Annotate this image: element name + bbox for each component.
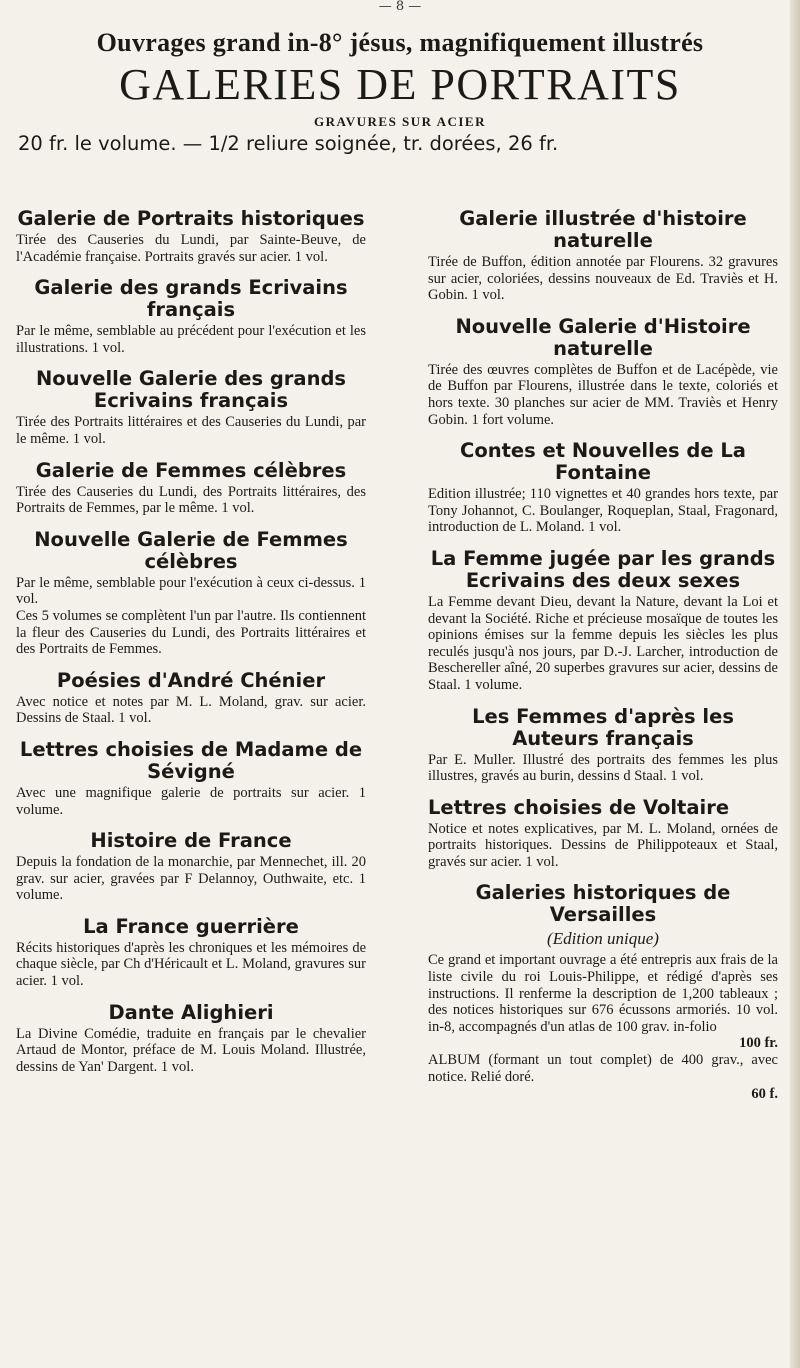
entry-description: Tirée de Buffon, édition annotée par Flourens. 32 gravures sur acier, coloriées, dessins nouveaux de Ed. Traviès et H. Gobin. 1 vol. — [428, 254, 778, 304]
entry-title: Poésies d'André Chénier — [56, 668, 326, 692]
price-album: 60 f. — [751, 1085, 778, 1102]
entry-title: Nouvelle Galerie d'Histoire naturelle — [455, 314, 751, 360]
catalog-entry — [16, 368, 366, 447]
entry-description: Par le même, semblable pour l'exécution à ceux ci-dessus. 1 vol. — [16, 574, 366, 608]
catalog-entry — [428, 882, 778, 1102]
catalog-entry — [428, 440, 778, 536]
catalog-entry — [16, 529, 366, 658]
entry-title: Galerie de Portraits historiques — [17, 207, 365, 230]
entry-description: Avec une magnifique galerie de portraits sur acier. 1 volume. — [16, 784, 366, 818]
catalog-entry — [16, 739, 366, 818]
page-number: — 8 — — [378, 0, 422, 14]
catalog-entry — [16, 830, 366, 904]
entry-title: Dante Alighieri — [108, 1000, 274, 1024]
header-price-line: 20 fr. le volume. — 1/2 reliure soignée, tr. dorées, 26 fr. — [18, 132, 559, 155]
entry-title: Galerie des grands Ecrivains français — [34, 276, 348, 322]
page-edge — [790, 0, 800, 1368]
catalog-entry — [16, 670, 366, 727]
entry-title: Galerie illustrée d'histoire naturelle — [459, 207, 747, 252]
entry-description: Tirée des Causeries du Lundi, des Portraits littéraires, des Portraits de Femmes, par le même. 1 vol. — [16, 483, 366, 517]
entry-description: La Femme devant Dieu, devant la Nature, devant la Loi et devant la Société. Riche et précieuse mosaïque de toutes les opinions émises sur la femme depuis les siècles les plus reculés jusqu'à nos jours, par D.-J. Larcher, introduction de Beschereller aîné, 20 superbes gravures sur acier, dessins de Staal. 1 volume. — [428, 593, 778, 693]
catalog-entry — [16, 1002, 366, 1076]
entry-description: Tirée des Portraits littéraires et des Causeries du Lundi, par le même. 1 vol. — [16, 414, 366, 447]
catalog-entry — [16, 916, 366, 990]
entry-title: La Femme jugée par les grands Ecrivains des deux sexes — [430, 546, 776, 592]
entry-description: Ce grand et important ouvrage a été entrepris aux frais de la liste civile du roi Louis-Philippe, et rédigé d'après ses instructions. Il renferme la description de 1,200 tableaux ; des notices historiques sur 676 écussons armoriés. 10 vol. in-8, accompagnés d'un atlas de 100 grav. in-folio — [428, 952, 778, 1035]
right-column — [428, 208, 778, 1115]
catalog-entry — [16, 460, 366, 517]
entry-description: Récits historiques d'après les chroniques et les mémoires de chaque siècle, par Ch d'Héricault et L. Moland, gravures sur acier. 1 vol. — [16, 939, 366, 990]
entry-description: Par E. Muller. Illustré des portraits des femmes les plus illustres, gravés au burin, dessins d Staal. 1 vol. — [428, 751, 778, 785]
entry-description: Par le même, semblable au précédent pour l'exécution et les illustrations. 1 vol. — [16, 323, 366, 356]
entry-title: Nouvelle Galerie des grands Ecrivains français — [35, 367, 347, 413]
entry-title: Contes et Nouvelles de La Fontaine — [460, 439, 746, 485]
header-line-1: Ouvrages grand in-8° jésus, magnifiquement illustrés — [96, 28, 704, 57]
album-description: ALBUM (formant un tout complet) de 400 grav., avec notice. Relié doré. — [428, 1052, 778, 1086]
price-line — [428, 1035, 778, 1052]
price-line — [428, 1086, 778, 1103]
header-subtitle: GRAVURES SUR ACIER — [314, 114, 486, 129]
catalog-entry — [428, 548, 778, 694]
entry-description: Edition illustrée; 110 vignettes et 40 grandes hors texte, par Tony Johannot, C. Boulanger, Roqueplan, Staal, Fragonard, introduction de L. Moland. 1 vol. — [428, 486, 778, 536]
entry-title: Galeries historiques de Versailles — [475, 881, 731, 927]
entry-description: Tirée des Causeries du Lundi, par Sainte-Beuve, de l'Académie française. Portraits gravés sur acier. 1 vol. — [16, 232, 366, 265]
entry-description: Notice et notes explicatives, par M. L. Moland, ornées de portraits historiques. Dessins de Philippoteaux et Staal, gravés sur acier. 1 vol. — [428, 820, 778, 870]
entry-title: Lettres choisies de Madame de Sévigné — [19, 737, 363, 783]
entry-title: Histoire de France — [90, 829, 292, 853]
entry-note: Ces 5 volumes se complètent l'un par l'autre. Ils contiennent la fleur des Causeries du Lundi, des Portraits littéraires et des Portraits de Femmes. — [16, 607, 366, 658]
entry-description: La Divine Comédie, traduite en français par le chevalier Artaud de Montor, préface de M. Louis Moland. Illustrée, dessins de Yan' Dargent. 1 vol. — [16, 1025, 366, 1075]
catalog-entry — [428, 706, 778, 785]
entry-description: Avec notice et notes par M. L. Moland, grav. sur acier. Dessins de Staal. 1 vol. — [16, 693, 366, 727]
left-column — [16, 208, 366, 1087]
entry-description: Depuis la fondation de la monarchie, par Mennechet, ill. 20 grav. sur acier, gravées par F Delannoy, Outhwaite, etc. 1 volume. — [16, 854, 366, 904]
entry-title: Nouvelle Galerie de Femmes célèbres — [34, 527, 348, 573]
entry-title: Galerie de Femmes célèbres — [35, 458, 347, 482]
catalog-entry — [428, 797, 778, 871]
catalog-entry — [16, 277, 366, 356]
catalog-entry — [428, 208, 778, 304]
entry-title: La France guerrière — [83, 914, 299, 938]
entry-subtitle: (Edition unique) — [547, 929, 659, 949]
price-atlas: 100 fr. — [739, 1035, 778, 1052]
catalog-entry — [428, 316, 778, 428]
header-title: GALERIES DE PORTRAITS — [119, 60, 681, 109]
entry-description: Tirée des œuvres complètes de Buffon et de Lacépède, vie de Buffon par Flourens, illustrée dans le texte, coloriés et hors texte. 30 planches sur acier de MM. Traviès et Henry Gobin. 1 fort volume. — [428, 361, 778, 428]
entry-title: Lettres choisies de Voltaire — [428, 795, 730, 819]
entry-title: Les Femmes d'après les Auteurs français — [472, 704, 734, 750]
catalog-entry — [16, 208, 366, 265]
